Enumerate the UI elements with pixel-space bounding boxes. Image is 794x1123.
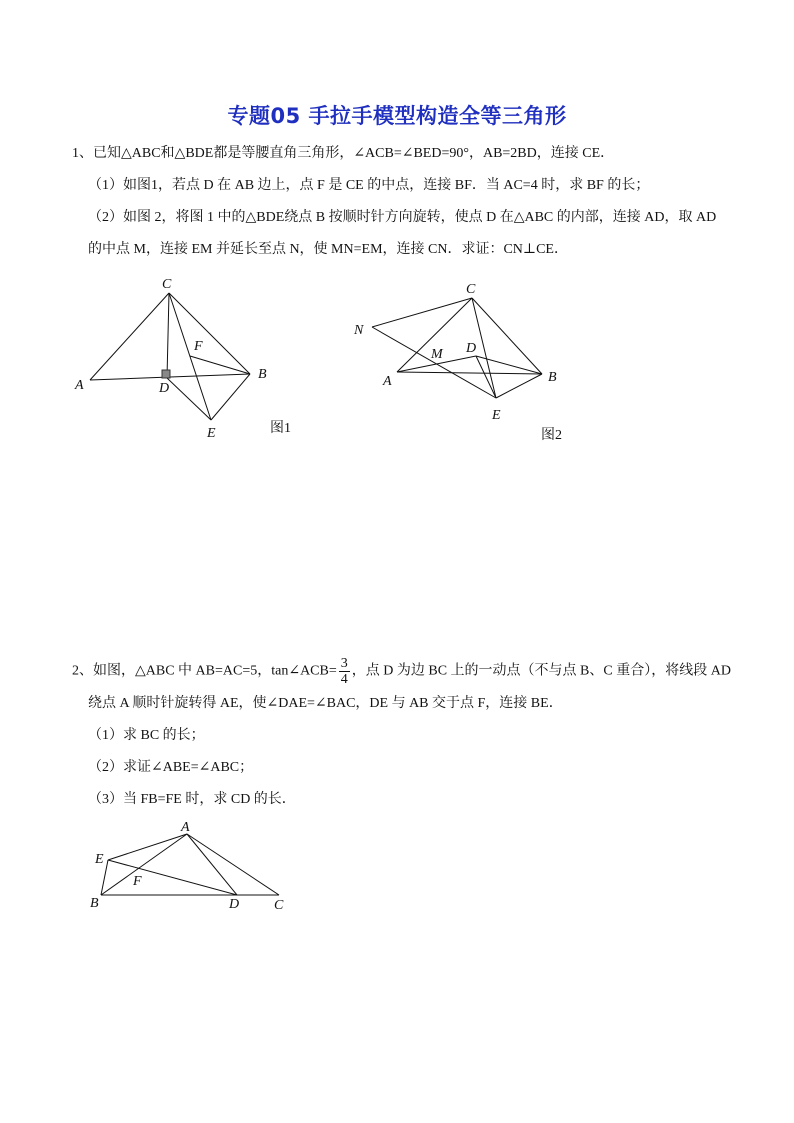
figure-3 <box>80 815 295 915</box>
problem1-part2-line2: 的中点 M，连接 EM 并延长至点 N，使 MN=EM，连接 CN．求证：CN⊥CE． <box>88 242 568 257</box>
fraction-denominator: 4 <box>340 672 348 687</box>
page-title: 专题05 手拉手模型构造全等三角形 <box>227 104 567 128</box>
label-E: E <box>207 426 216 441</box>
segment-AD <box>187 834 237 895</box>
fraction-3-4 <box>339 656 350 687</box>
label-A: A <box>181 820 190 835</box>
label-E: E <box>492 408 501 423</box>
problem1-part1: （1）如图1，若点 D 在 AB 边上，点 F 是 CE 的中点，连接 BF．当 AC=4 时，求 BF 的长； <box>88 178 650 193</box>
segment-BE <box>496 374 542 398</box>
segment-AB <box>397 372 542 374</box>
label-N: N <box>354 323 364 338</box>
label-B: B <box>90 896 99 911</box>
figure-1-caption: 图1 <box>270 421 291 436</box>
label-B: B <box>258 367 267 382</box>
problem1-stem: 1、已知△ABC和△BDE都是等腰直角三角形，∠ACB=∠BED=90°，AB=2BD，连接 CE． <box>72 146 615 161</box>
label-B: B <box>548 370 557 385</box>
segment-ED <box>108 860 237 895</box>
label-C: C <box>162 277 172 292</box>
fraction-numerator: 3 <box>340 656 348 671</box>
label-D: D <box>229 897 240 912</box>
segment-AB <box>101 834 187 895</box>
segment-DB <box>476 356 542 374</box>
problem1-part2-line1: （2）如图 2，将图 1 中的△BDE绕点 B 按顺时针方向旋转，使点 D 在△ABC 的内部，连接 AD，取 AD <box>88 210 717 225</box>
figure-2-caption: 图2 <box>541 428 562 443</box>
label-D: D <box>159 381 170 396</box>
problem2-q1: （1）求 BC 的长； <box>88 728 205 743</box>
label-C: C <box>274 898 284 913</box>
label-D: D <box>466 341 477 356</box>
problem2-stem-pre: 2、如图，△ABC 中 AB=AC=5，tan∠ACB= <box>72 663 337 679</box>
label-C: C <box>466 282 476 297</box>
segment-CD <box>167 293 169 378</box>
segment-AE <box>108 834 187 860</box>
label-A: A <box>75 378 84 393</box>
segment-AC <box>187 834 279 895</box>
label-F: F <box>133 874 142 889</box>
label-F: F <box>194 339 203 354</box>
figure-1 <box>60 268 310 448</box>
label-E: E <box>95 852 104 867</box>
segment-AC <box>90 293 169 380</box>
figure-2 <box>345 272 575 447</box>
problem2-q3: （3）当 FB=FE 时，求 CD 的长． <box>88 792 296 807</box>
problem2-stem-post: ，点 D 为边 BC 上的一动点（不与点 B、C 重合），将线段 AD <box>351 663 731 679</box>
segment-BE <box>211 374 250 420</box>
segment-CB <box>472 298 542 374</box>
problem2-stem <box>72 656 731 687</box>
label-A: A <box>383 374 392 389</box>
label-M: M <box>431 347 443 362</box>
problem2-q2: （2）求证∠ABE=∠ABC； <box>88 760 254 775</box>
problem2-line2: 绕点 A 顺时针旋转得 AE，使∠DAE=∠BAC，DE 与 AB 交于点 F，连接 BE． <box>88 696 563 711</box>
right-angle-mark <box>162 370 170 378</box>
